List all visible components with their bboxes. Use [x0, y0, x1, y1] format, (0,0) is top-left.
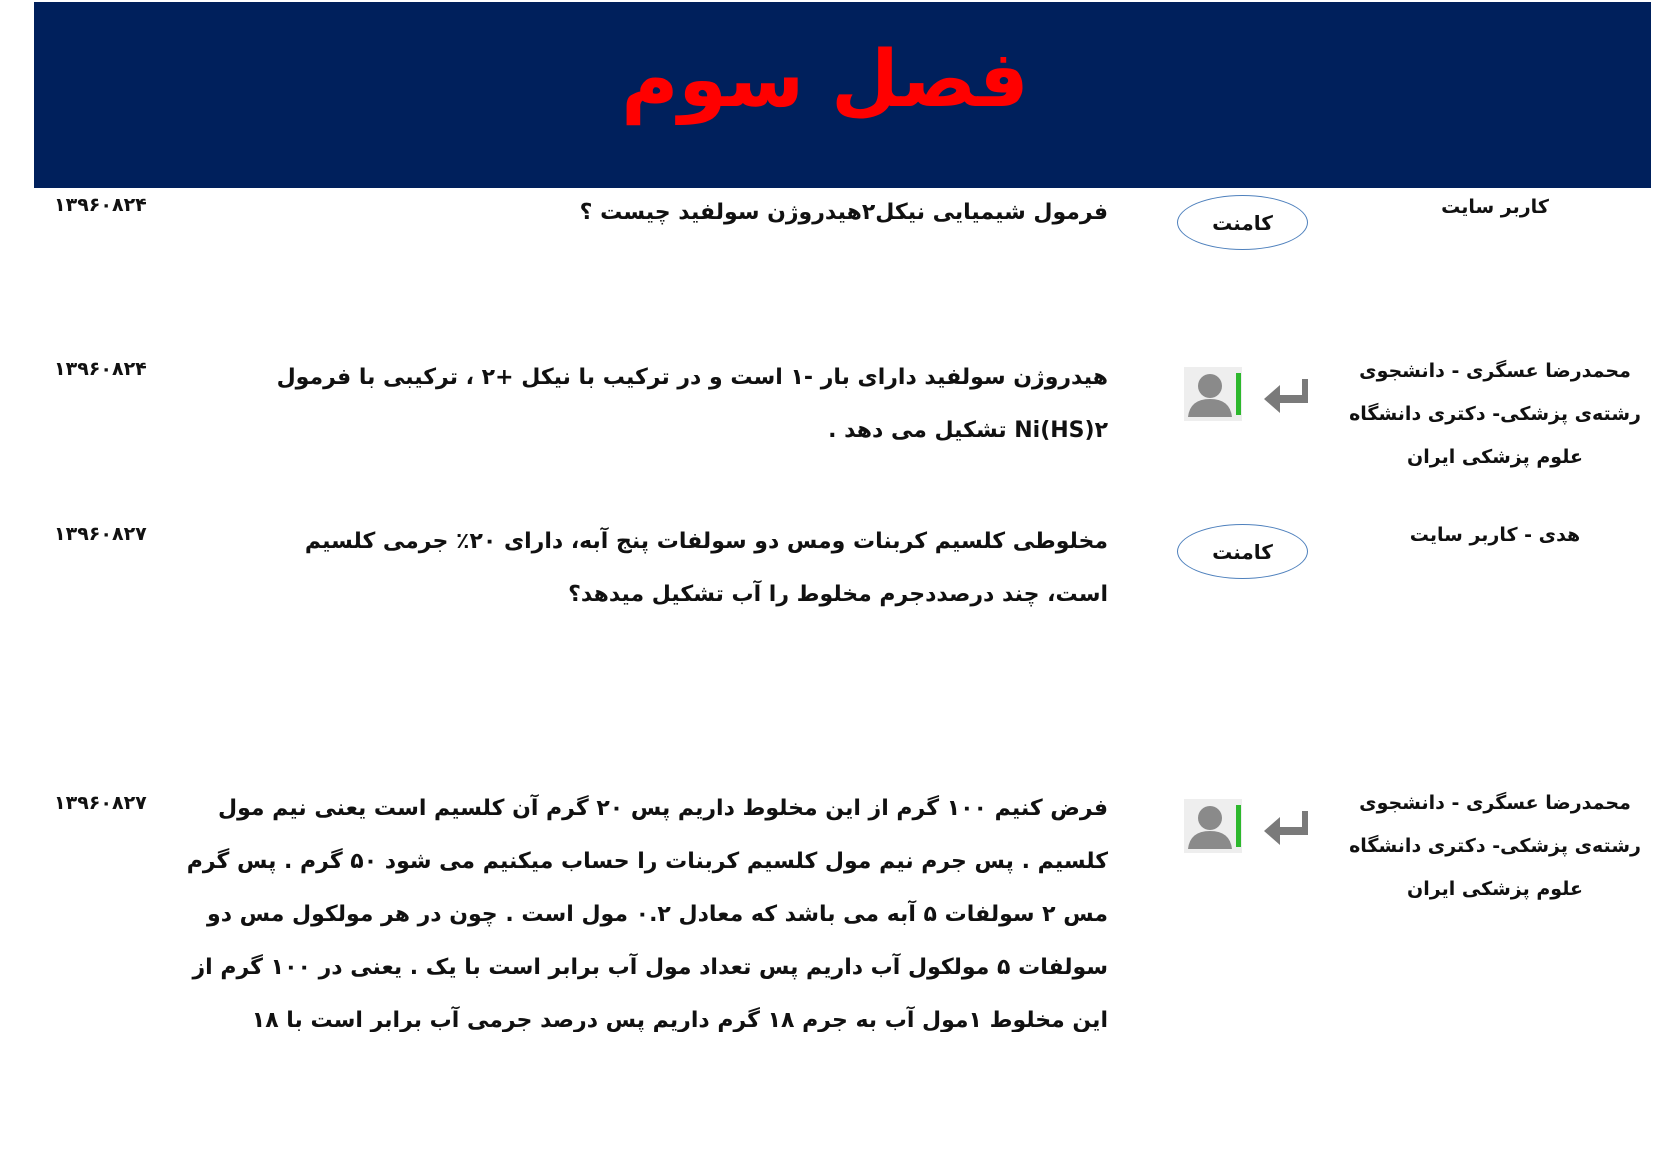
post-1-author: کاربر سایت [1441, 196, 1549, 218]
chapter-header [34, 2, 1651, 188]
chapter-title: فصل سوم [621, 35, 1029, 125]
post-2-date: ۱۳۹۶۰۸۲۴ [54, 358, 147, 380]
reply-icon[interactable] [1262, 807, 1310, 847]
reply-icon[interactable] [1262, 375, 1310, 415]
post-3-comment-button[interactable]: کامنت [1177, 524, 1308, 579]
post-3-message: مخلوطی کلسیم کربنات ومس دو سولفات پنج آبه، دارای ۲۰٪ جرمی کلسیم است، چند درصددجرم مخلوط را آب تشکیل میدهد؟ [304, 529, 1108, 607]
post-4-author: محمدرضا عسگری - دانشجوی رشته‌ی پزشکی- دکتری دانشگاه علوم پزشکی ایران [1349, 792, 1641, 900]
post-1-comment-button[interactable]: کامنت [1177, 195, 1308, 250]
post-1-message: فرمول شیمیایی نیکل۲هیدروژن سولفید چیست ؟ [579, 200, 1108, 225]
post-4-message: فرض کنیم ۱۰۰ گرم از این مخلوط داریم پس ۲۰ گرم آن کلسیم است یعنی نیم مول کلسیم . پس جرم نیم مول کلسیم کربنات را حساب میکنیم می شود ۵۰ گرم . پس گرم مس ۲ سولفات ۵ آبه می باشد که معادل ۰.۲ مول است . چون در هر مولکول مس دو سولفات ۵ مولکول آب داریم پس تعداد مول آب برابر است با یک . یعنی در ۱۰۰ گرم از این مخلوط ۱مول آب به جرم ۱۸ گرم داریم پس درصد جرمی آب برابر است با ۱۸ [186, 796, 1108, 1032]
post-2-message: هیدروژن سولفید دارای بار -۱ است و در ترکیب با نیکل +۲ ، ترکیبی با فرمول Ni(HS)۲ تشکیل می دهد . [276, 365, 1108, 443]
avatar-icon [1182, 797, 1244, 855]
post-3-author: هدی - کاربر سایت [1409, 524, 1581, 546]
post-1-date: ۱۳۹۶۰۸۲۴ [54, 194, 147, 216]
avatar-icon [1182, 365, 1244, 423]
post-2-author: محمدرضا عسگری - دانشجوی رشته‌ی پزشکی- دکتری دانشگاه علوم پزشکی ایران [1349, 360, 1641, 468]
post-4-date: ۱۳۹۶۰۸۲۷ [54, 792, 147, 814]
post-3-date: ۱۳۹۶۰۸۲۷ [54, 523, 147, 545]
